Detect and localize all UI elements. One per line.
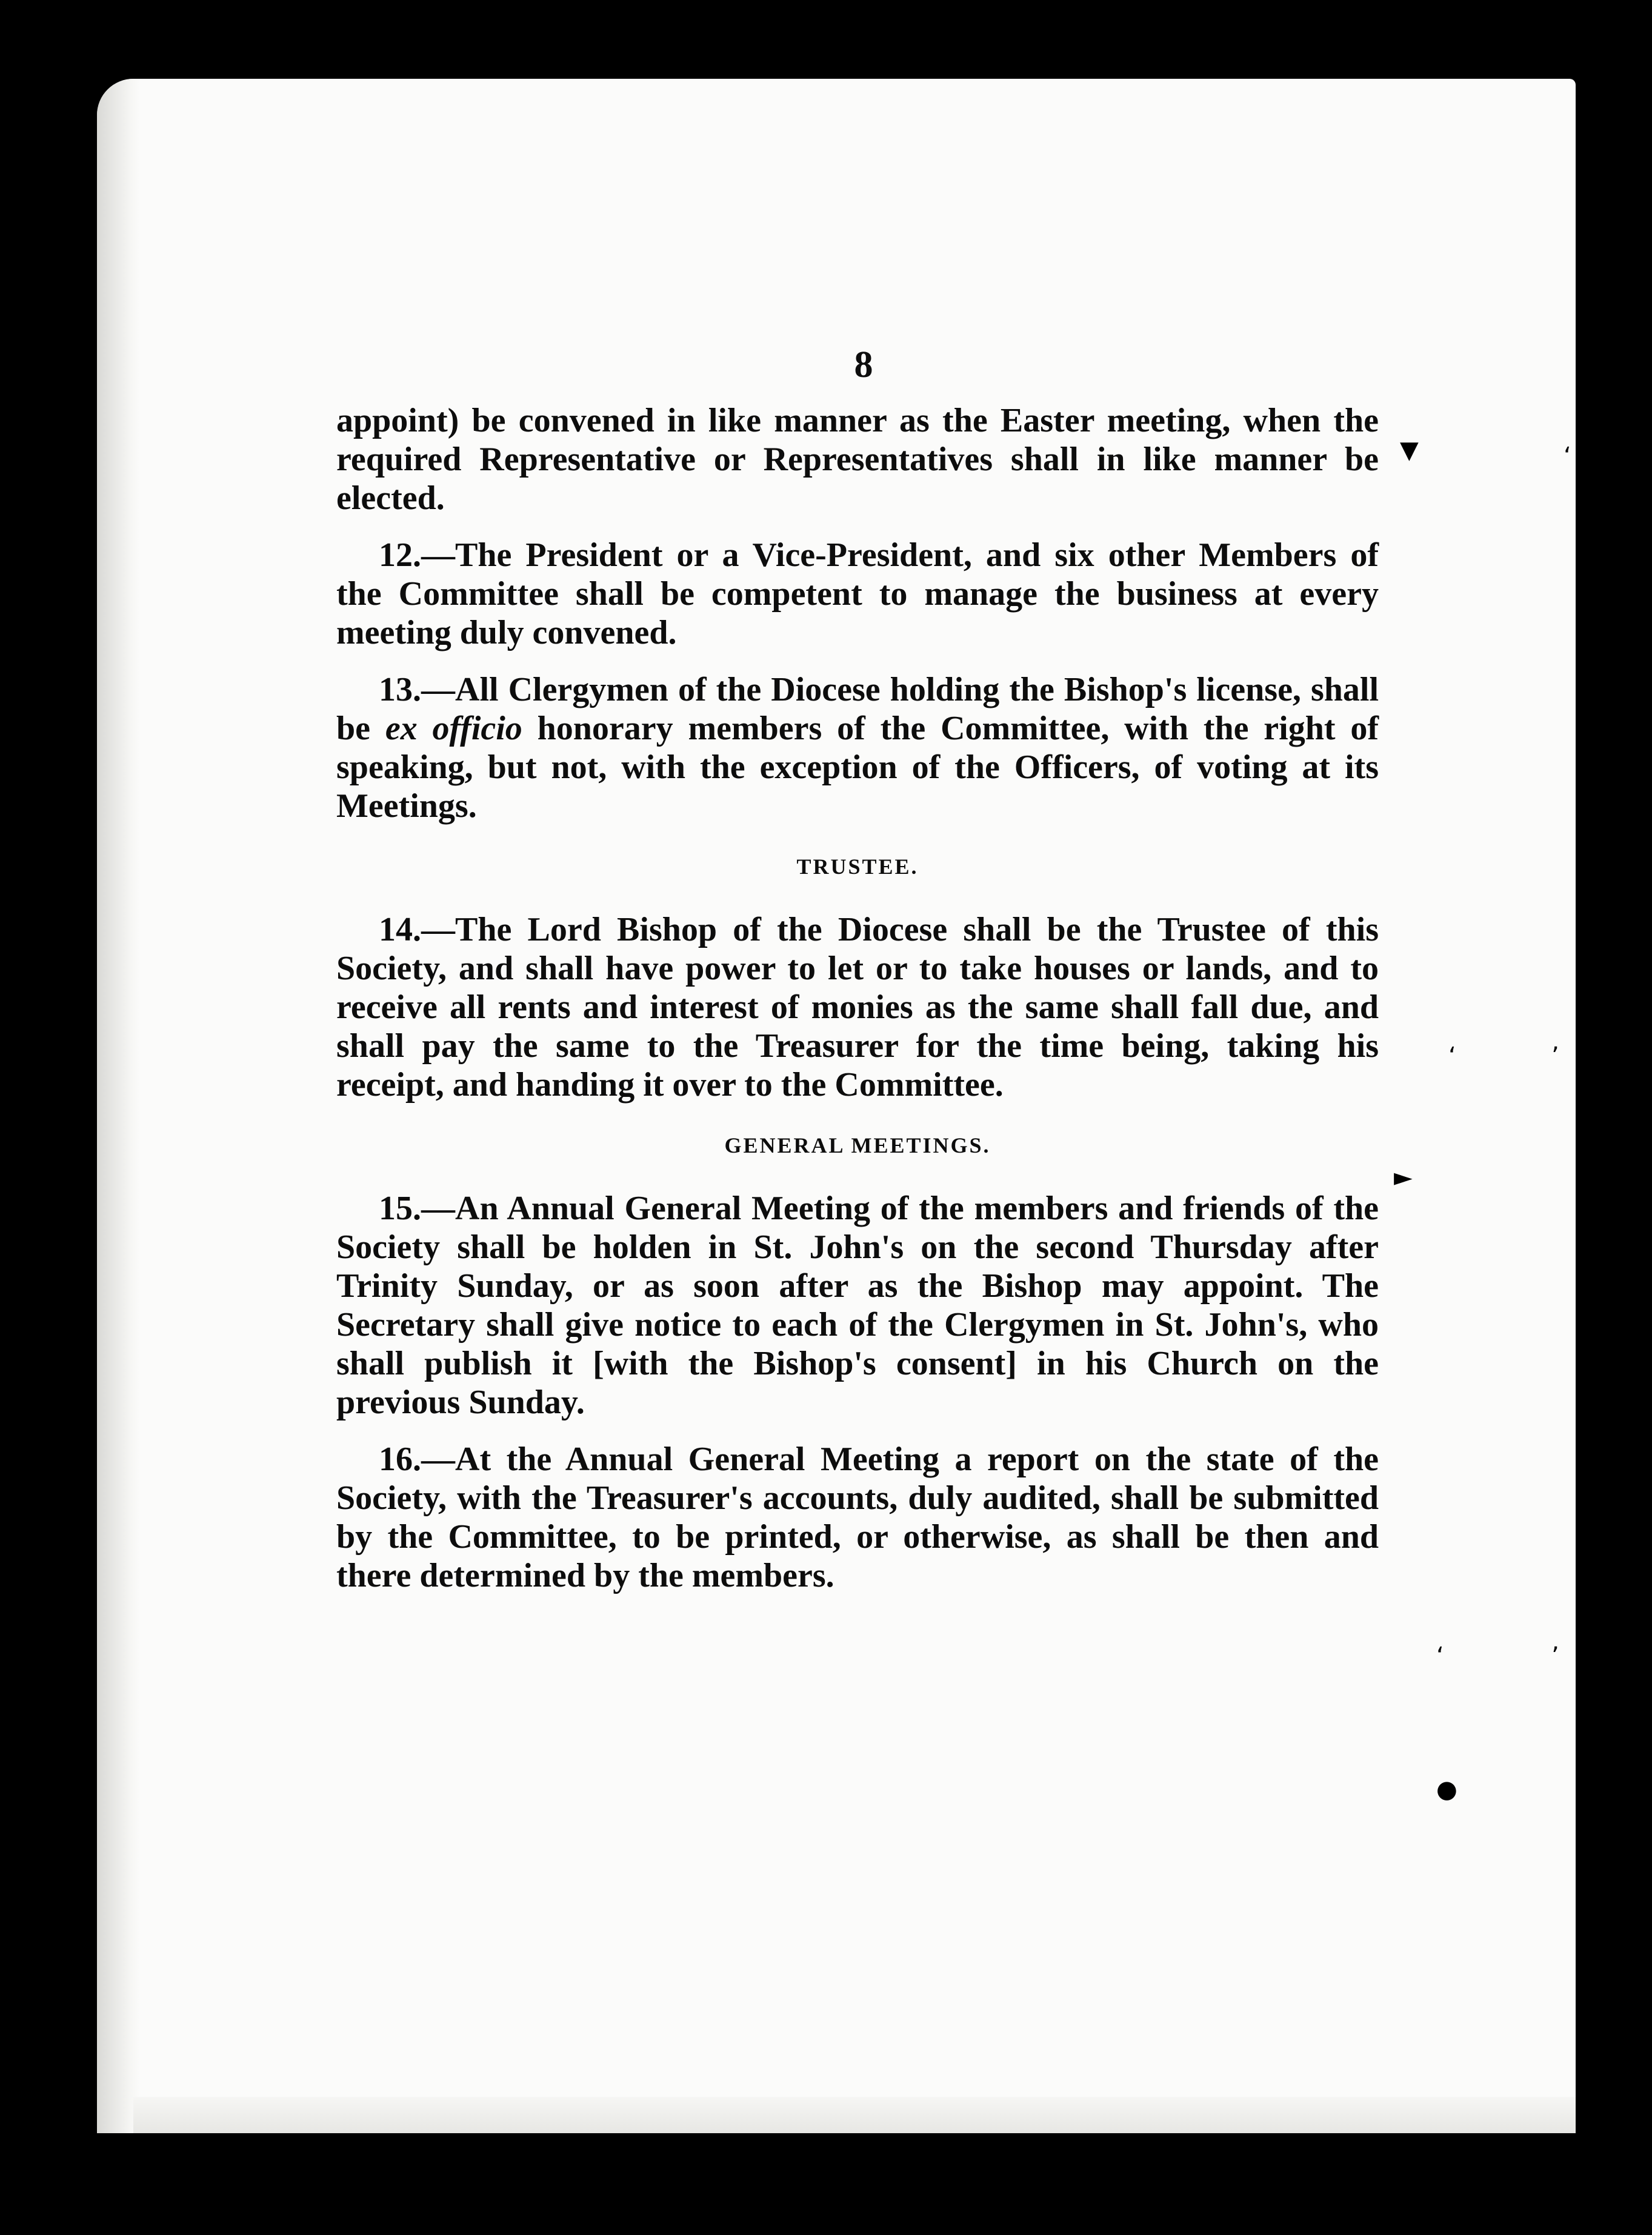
paragraph-continuation: appoint) be convened in like manner as the Easter meeting, when the required Representative or Representatives shall in like manner be elected. [336, 402, 1379, 517]
binding-mark-icon: ‘ [1564, 442, 1571, 470]
rule-13-before: 13.—All Clergymen of the Diocese holding the Bishop's license, shall be [336, 671, 1379, 747]
page-bottom-edge [133, 2097, 1576, 2133]
rule-13-after: honorary members of the Committee, with the right of speaking, but not, with the exception of the Officers, of voting at its Meetings. [336, 710, 1379, 825]
binding-mark-icon: ‘ [1448, 1042, 1456, 1070]
binding-mark-icon: ● [1436, 1776, 1457, 1804]
rule-16: 16.—At the Annual General Meeting a report on the state of the Society, with the Treasurer's accounts, duly audited, shall be submitted by the Committee, to be printed, or otherwise, as shall be then and there determined by the members. [336, 1441, 1379, 1594]
binding-mark-icon: ’ [1551, 1042, 1559, 1070]
page-edge-shadow [97, 79, 139, 2133]
binding-mark-icon: ‘ [1436, 1642, 1444, 1670]
rule-12: 12.—The President or a Vice-President, and six other Members of the Committee shall be competent to manage the business at every meeting duly convened. [336, 536, 1379, 651]
rule-14: 14.—The Lord Bishop of the Diocese shall be the Trustee of this Society, and shall have power to let or to take houses or lands, and to receive all rents and interest of monies as the same shall fall due, and shall pay the same to the Treasurer for the time being, taking his receipt, and handing it over to the Committee. [336, 911, 1379, 1104]
rule-15: 15.—An Annual General Meeting of the members and friends of the Society shall be holden in St. John's on the second Thursday after Trinity Sunday, or as soon after as the Bishop may appoint. The Secretary shall give notice to each of the Clergymen in St. John's, who shall publish it [with the Bishop's consent] in his Church on the previous Sunday. [336, 1190, 1379, 1421]
page-number: 8 [854, 344, 873, 385]
binding-mark-icon: ► [1394, 1164, 1413, 1191]
text-block [336, 345, 1379, 1613]
binding-mark-icon: ▼ [1400, 436, 1419, 464]
rule-13-italic: ex officio [385, 710, 522, 747]
paper-page [97, 79, 1576, 2133]
binding-mark-icon: ● [1576, 1776, 1597, 1804]
rule-13 [336, 670, 1379, 825]
heading-general-meetings: GENERAL MEETINGS. [724, 1133, 991, 1157]
binding-mark-icon: ▲ [1600, 1164, 1619, 1191]
binding-mark-icon: ’ [1551, 1642, 1559, 1670]
heading-trustee: TRUSTEE. [796, 854, 919, 879]
